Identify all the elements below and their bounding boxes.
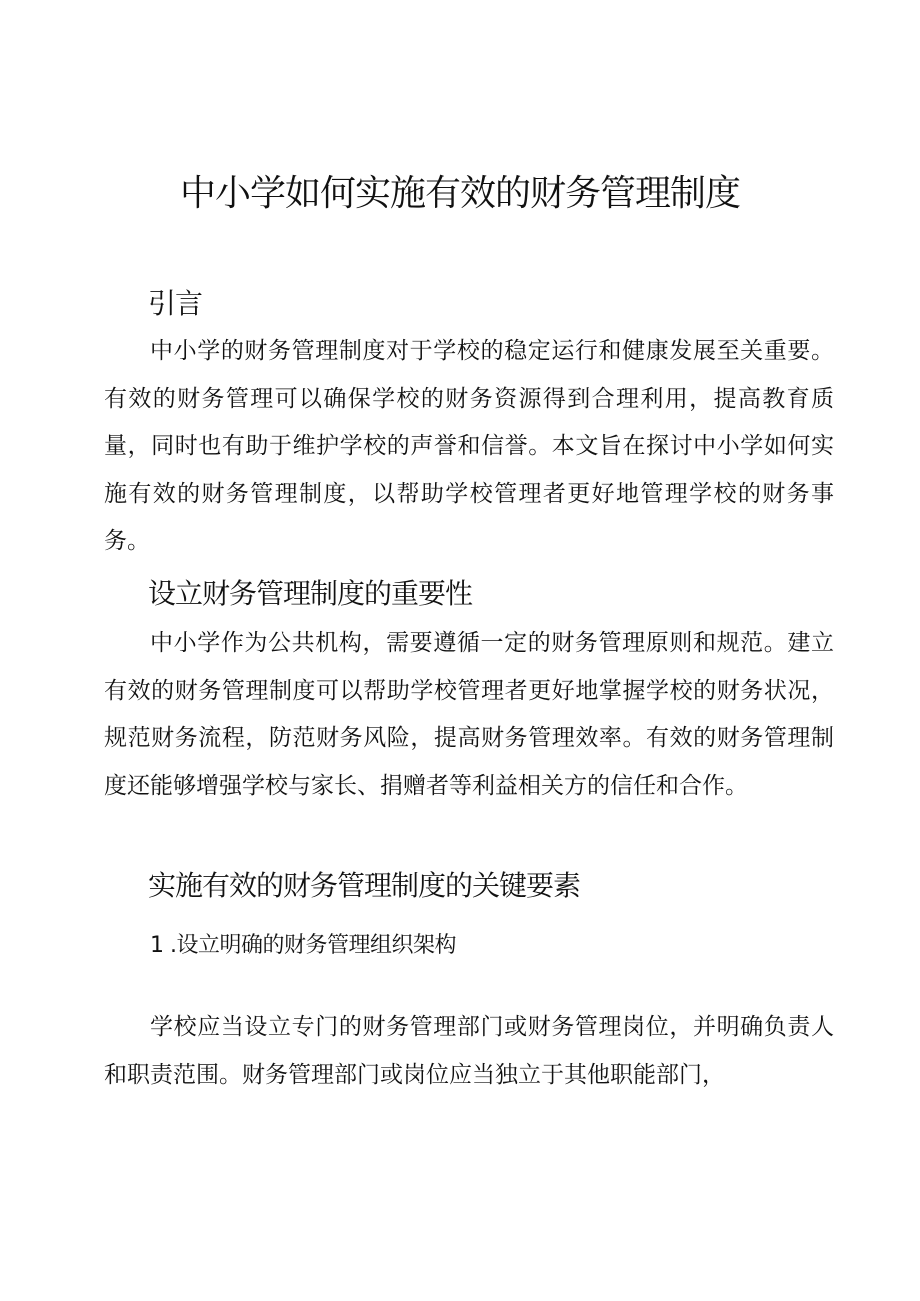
section-heading-key-elements: 实施有效的财务管理制度的关键要素 — [148, 869, 581, 902]
document-title: 中小学如何实施有效的财务管理制度 — [179, 173, 740, 214]
subsection-heading-org-structure: 1 .设立明确的财务管理组织架构 — [150, 933, 456, 958]
section-heading-introduction: 引言 — [148, 287, 203, 320]
section-paragraph-introduction: 中小学的财务管理制度对于学校的稳定运行和健康发展至关重要。有效的财务管理可以确保学校的财务资源得到合理利用，提高教育质量，同时也有助于维护学校的声誉和信誉。本文旨在探讨中小学如何实施有效的财务管理制度，以帮助学校管理者更好地管理学校的财务事务。 — [104, 338, 834, 554]
section-paragraph-importance: 中小学作为公共机构，需要遵循一定的财务管理原则和规范。建立有效的财务管理制度可以帮助学校管理者更好地掌握学校的财务状况，规范财务流程，防范财务风险，提高财务管理效率。有效的财务管理制度还能够增强学校与家长、捐赠者等利益相关方的信任和合作。 — [104, 630, 834, 799]
subsection-paragraph-org-structure: 学校应当设立专门的财务管理部门或财务管理岗位，并明确负责人和职责范围。财务管理部门或岗位应当独立于其他职能部门， — [104, 1014, 834, 1088]
section-heading-importance: 设立财务管理制度的重要性 — [148, 577, 473, 610]
